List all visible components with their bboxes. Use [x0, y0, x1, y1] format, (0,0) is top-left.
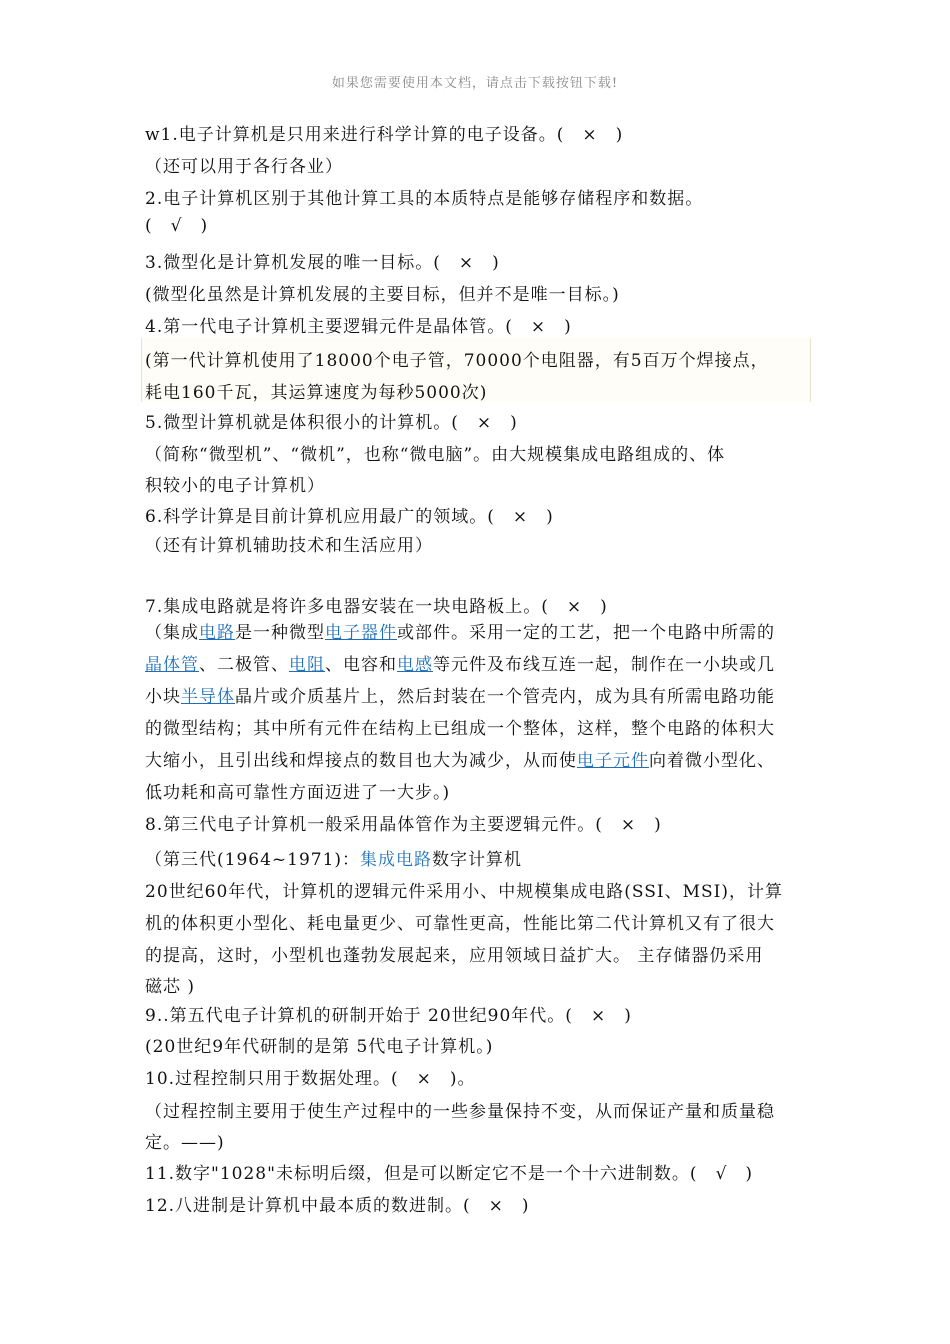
explanation-7-line-1 [145, 618, 775, 643]
question-text: 8.第三代电子计算机一般采用晶体管作为主要逻辑元件。( [145, 815, 603, 835]
question-6 [145, 502, 554, 527]
link-resistor[interactable]: 电阻 [289, 655, 325, 675]
text: 数字计算机 [432, 850, 523, 870]
text: 或部件。采用一定的工艺，把一个电路中所需的 [397, 623, 775, 643]
explanation-7-line-6: 低功耗和高可靠性方面迈进了一大步。) [145, 783, 451, 803]
text: （第三代(1964~1971)： [145, 850, 361, 870]
question-10 [145, 1064, 476, 1089]
question-8 [145, 810, 662, 835]
question-text: 3.微型化是计算机发展的唯一目标。( [145, 253, 441, 273]
question-11 [145, 1159, 753, 1184]
text: 等元件及布线互连一起，制作在一小块或几 [433, 655, 775, 675]
explanation-8-line-4: 磁芯 ) [145, 977, 196, 997]
question-1 [145, 120, 623, 145]
paren: ( [145, 216, 153, 236]
paren: ) [745, 1164, 754, 1184]
explanation-1: （还可以用于各行各业） [145, 157, 343, 177]
explanation-8-title [145, 845, 522, 870]
text: 晶片或介质基片上，然后封装在一个管壳内，成为具有所需电路功能 [235, 687, 775, 707]
download-header-note: 如果您需要使用本文档，请点击下载按钮下载! [331, 76, 619, 91]
link-electronic-device[interactable]: 电子器件 [325, 623, 397, 643]
question-text: 11.数字"1028"未标明后缀，但是可以断定它不是一个十六进制数。( [145, 1164, 698, 1184]
explanation-7-line-5 [145, 746, 775, 771]
question-7 [145, 592, 608, 617]
answer-mark: × [620, 815, 637, 835]
explanation-5-line-2: 积较小的电子计算机） [145, 476, 325, 496]
paren: ) [492, 253, 500, 273]
question-text: 6.科学计算是目前计算机应用最广的领域。( [145, 507, 495, 527]
paren: )。 [449, 1069, 476, 1089]
explanation-4-line-1: (第一代计算机使用了18000个电子管，70000个电阻器，有5百万个焊接点， [145, 351, 769, 371]
question-9 [145, 1001, 632, 1026]
question-text: 12.八进制是计算机中最本质的数进制。( [145, 1196, 471, 1216]
question-4 [145, 312, 572, 337]
text: 小块 [145, 687, 181, 707]
question-12 [145, 1191, 530, 1216]
paren: ) [521, 1196, 530, 1216]
text: 、二极管、 [199, 655, 289, 675]
explanation-7-line-2 [145, 650, 775, 675]
paren: ) [564, 317, 572, 337]
paren: ) [600, 597, 608, 617]
question-text: w1.电子计算机是只用来进行科学计算的电子设备。( [145, 125, 565, 145]
link-inductor[interactable]: 电感 [397, 655, 433, 675]
explanation-8-line-1: 20世纪60年代，计算机的逻辑元件采用小、中规模集成电路(SSI、MSI)，计算 [145, 882, 784, 902]
answer-mark: × [512, 507, 529, 527]
question-3 [145, 248, 500, 273]
explanation-10-line-1: （过程控制主要用于使生产过程中的一些参量保持不变，从而保证产量和质量稳 [145, 1102, 775, 1122]
answer-mark: × [458, 253, 475, 273]
link-electronic-component[interactable]: 电子元件 [577, 751, 649, 771]
paren: ) [510, 413, 518, 433]
answer-mark: × [476, 413, 493, 433]
paren: ) [615, 125, 624, 145]
explanation-6: （还有计算机辅助技术和生活应用） [145, 536, 433, 556]
paren: ) [200, 216, 209, 236]
explanation-8-line-2: 机的体积更小型化、耗电量更少、可靠性更高，性能比第二代计算机又有了很大 [145, 914, 775, 934]
link-integrated-circuit[interactable]: 集成电路 [360, 850, 433, 870]
answer-mark: × [488, 1196, 504, 1216]
text: （集成 [145, 623, 199, 643]
answer-mark: × [566, 597, 583, 617]
question-text: 9..第五代电子计算机的研制开始于 20世纪90年代。( [145, 1006, 573, 1026]
explanation-7-line-3 [145, 682, 775, 707]
text: 大缩小，且引出线和焊接点的数目也大为减少，从而使 [145, 751, 577, 771]
answer-mark: × [582, 125, 598, 145]
answer-mark: × [530, 317, 547, 337]
answer-mark: √ [170, 216, 183, 236]
text: 、电容和 [325, 655, 397, 675]
explanation-8-line-3: 的提高，这时，小型机也蓬勃发展起来，应用领域日益扩大。 主存储器仍采用 [145, 946, 764, 966]
explanation-9: (20世纪9年代研制的是第 5代电子计算机。) [145, 1037, 494, 1057]
question-text: 5.微型计算机就是体积很小的计算机。( [145, 413, 459, 433]
text: 向着微小型化、 [649, 751, 775, 771]
answer-mark: √ [715, 1164, 728, 1184]
explanation-7-line-4: 的微型结构；其中所有元件在结构上已组成一个整体，这样，整个电路的体积大 [145, 719, 775, 739]
paren: ) [624, 1006, 632, 1026]
question-2: 2.电子计算机区别于其他计算工具的本质特点是能够存储程序和数据。 [145, 189, 704, 209]
answer-mark: × [416, 1069, 432, 1089]
paren: ) [546, 507, 554, 527]
question-text: 7.集成电路就是将许多电器安装在一块电路板上。( [145, 597, 549, 617]
question-text: 4.第一代电子计算机主要逻辑元件是晶体管。( [145, 317, 513, 337]
explanation-3: (微型化虽然是计算机发展的主要目标，但并不是唯一目标。) [145, 285, 620, 305]
explanation-4-line-2: 耗电160千瓦，其运算速度为每秒5000次) [145, 383, 488, 403]
answer-mark: × [590, 1006, 607, 1026]
question-2-answer [145, 216, 208, 236]
explanation-10-line-2: 定。——) [145, 1133, 225, 1153]
link-transistor[interactable]: 晶体管 [145, 655, 199, 675]
link-circuit[interactable]: 电路 [199, 623, 235, 643]
link-semiconductor[interactable]: 半导体 [181, 687, 235, 707]
question-5 [145, 408, 518, 433]
question-text: 10.过程控制只用于数据处理。( [145, 1069, 399, 1089]
text: 是一种微型 [235, 623, 325, 643]
explanation-5-line-1: （简称“微型机”、“微机”，也称“微电脑”。由大规模集成电路组成的、体 [145, 445, 726, 465]
paren: ) [654, 815, 662, 835]
